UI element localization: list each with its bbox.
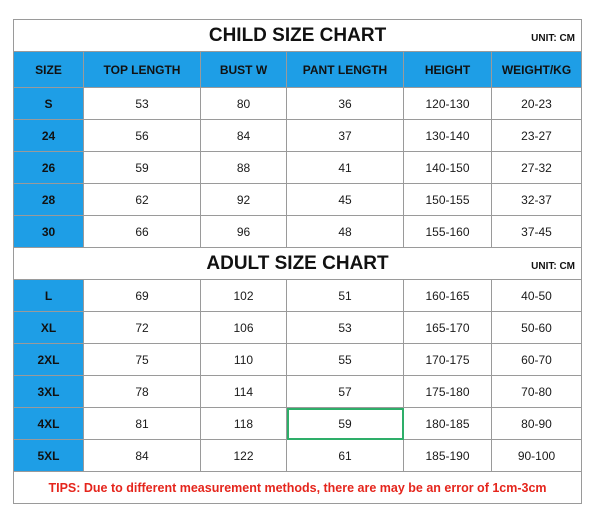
- data-cell[interactable]: 102: [201, 280, 287, 312]
- size-cell[interactable]: 4XL: [14, 408, 84, 440]
- data-cell[interactable]: 118: [201, 408, 287, 440]
- data-cell[interactable]: 20-23: [492, 88, 582, 120]
- data-cell[interactable]: 75: [84, 344, 201, 376]
- adult-row: [14, 440, 582, 472]
- adult-row: [14, 376, 582, 408]
- tips-row: [14, 472, 582, 504]
- adult-chart-title: ADULT SIZE CHART: [206, 252, 389, 274]
- data-cell[interactable]: 84: [201, 120, 287, 152]
- size-cell[interactable]: 5XL: [14, 440, 84, 472]
- adult-row: [14, 344, 582, 376]
- header-size[interactable]: SIZE: [14, 52, 84, 88]
- size-cell[interactable]: L: [14, 280, 84, 312]
- data-cell[interactable]: 69: [84, 280, 201, 312]
- data-cell[interactable]: 41: [287, 152, 404, 184]
- data-cell[interactable]: 165-170: [404, 312, 492, 344]
- data-cell[interactable]: 185-190: [404, 440, 492, 472]
- child-chart-title: CHILD SIZE CHART: [208, 24, 387, 46]
- data-cell[interactable]: 27-32: [492, 152, 582, 184]
- data-cell[interactable]: 37: [287, 120, 404, 152]
- child-row: [14, 120, 582, 152]
- data-cell[interactable]: 96: [201, 216, 287, 248]
- size-cell[interactable]: 24: [14, 120, 84, 152]
- data-cell[interactable]: 84: [84, 440, 201, 472]
- data-cell[interactable]: 70-80: [492, 376, 582, 408]
- size-cell[interactable]: 3XL: [14, 376, 84, 408]
- data-cell[interactable]: 155-160: [404, 216, 492, 248]
- size-cell[interactable]: 26: [14, 152, 84, 184]
- data-cell[interactable]: 80-90: [492, 408, 582, 440]
- header-height[interactable]: HEIGHT: [404, 52, 492, 88]
- data-cell[interactable]: 37-45: [492, 216, 582, 248]
- data-cell[interactable]: 180-185: [404, 408, 492, 440]
- size-chart-table: [13, 19, 582, 504]
- column-header-row: [14, 52, 582, 88]
- data-cell[interactable]: 120-130: [404, 88, 492, 120]
- data-cell[interactable]: 57: [287, 376, 404, 408]
- header-bust[interactable]: BUST W: [201, 52, 287, 88]
- child-unit-label: UNIT: CM: [531, 33, 576, 44]
- data-cell[interactable]: 175-180: [404, 376, 492, 408]
- data-cell[interactable]: 56: [84, 120, 201, 152]
- data-cell[interactable]: 60-70: [492, 344, 582, 376]
- data-cell[interactable]: 51: [287, 280, 404, 312]
- data-cell[interactable]: 23-27: [492, 120, 582, 152]
- child-title-row: [14, 20, 582, 52]
- adult-unit-label: UNIT: CM: [531, 261, 576, 272]
- data-cell[interactable]: 45: [287, 184, 404, 216]
- data-cell[interactable]: 106: [201, 312, 287, 344]
- adult-title-row: [14, 248, 582, 280]
- header-weight[interactable]: WEIGHT/KG: [492, 52, 582, 88]
- data-cell[interactable]: 50-60: [492, 312, 582, 344]
- child-title-cell[interactable]: [14, 20, 582, 52]
- adult-row: [14, 280, 582, 312]
- adult-row: [14, 312, 582, 344]
- data-cell[interactable]: 66: [84, 216, 201, 248]
- data-cell[interactable]: 130-140: [404, 120, 492, 152]
- data-cell[interactable]: 88: [201, 152, 287, 184]
- data-cell[interactable]: 110: [201, 344, 287, 376]
- data-cell[interactable]: 92: [201, 184, 287, 216]
- child-row: [14, 216, 582, 248]
- size-chart-sheet: [13, 19, 581, 504]
- data-cell[interactable]: 78: [84, 376, 201, 408]
- child-row: [14, 184, 582, 216]
- child-row: [14, 88, 582, 120]
- selected-cell[interactable]: 59: [287, 408, 404, 440]
- data-cell[interactable]: 140-150: [404, 152, 492, 184]
- data-cell[interactable]: 53: [287, 312, 404, 344]
- size-cell[interactable]: S: [14, 88, 84, 120]
- data-cell[interactable]: 62: [84, 184, 201, 216]
- size-cell[interactable]: 28: [14, 184, 84, 216]
- data-cell[interactable]: 81: [84, 408, 201, 440]
- data-cell[interactable]: 32-37: [492, 184, 582, 216]
- data-cell[interactable]: 170-175: [404, 344, 492, 376]
- data-cell[interactable]: 122: [201, 440, 287, 472]
- size-cell[interactable]: 30: [14, 216, 84, 248]
- tips-text[interactable]: TIPS: Due to different measurement methods, there are may be an error of 1cm-3cm: [14, 472, 582, 504]
- header-top-length[interactable]: TOP LENGTH: [84, 52, 201, 88]
- data-cell[interactable]: 150-155: [404, 184, 492, 216]
- child-row: [14, 152, 582, 184]
- data-cell[interactable]: 80: [201, 88, 287, 120]
- data-cell[interactable]: 61: [287, 440, 404, 472]
- header-pant-length[interactable]: PANT LENGTH: [287, 52, 404, 88]
- data-cell[interactable]: 59: [84, 152, 201, 184]
- data-cell[interactable]: 53: [84, 88, 201, 120]
- data-cell[interactable]: 36: [287, 88, 404, 120]
- data-cell[interactable]: 114: [201, 376, 287, 408]
- data-cell[interactable]: 55: [287, 344, 404, 376]
- size-cell[interactable]: 2XL: [14, 344, 84, 376]
- data-cell[interactable]: 160-165: [404, 280, 492, 312]
- data-cell[interactable]: 72: [84, 312, 201, 344]
- size-cell[interactable]: XL: [14, 312, 84, 344]
- data-cell[interactable]: 40-50: [492, 280, 582, 312]
- data-cell[interactable]: 90-100: [492, 440, 582, 472]
- adult-title-cell[interactable]: [14, 248, 582, 280]
- adult-row: [14, 408, 582, 440]
- data-cell[interactable]: 48: [287, 216, 404, 248]
